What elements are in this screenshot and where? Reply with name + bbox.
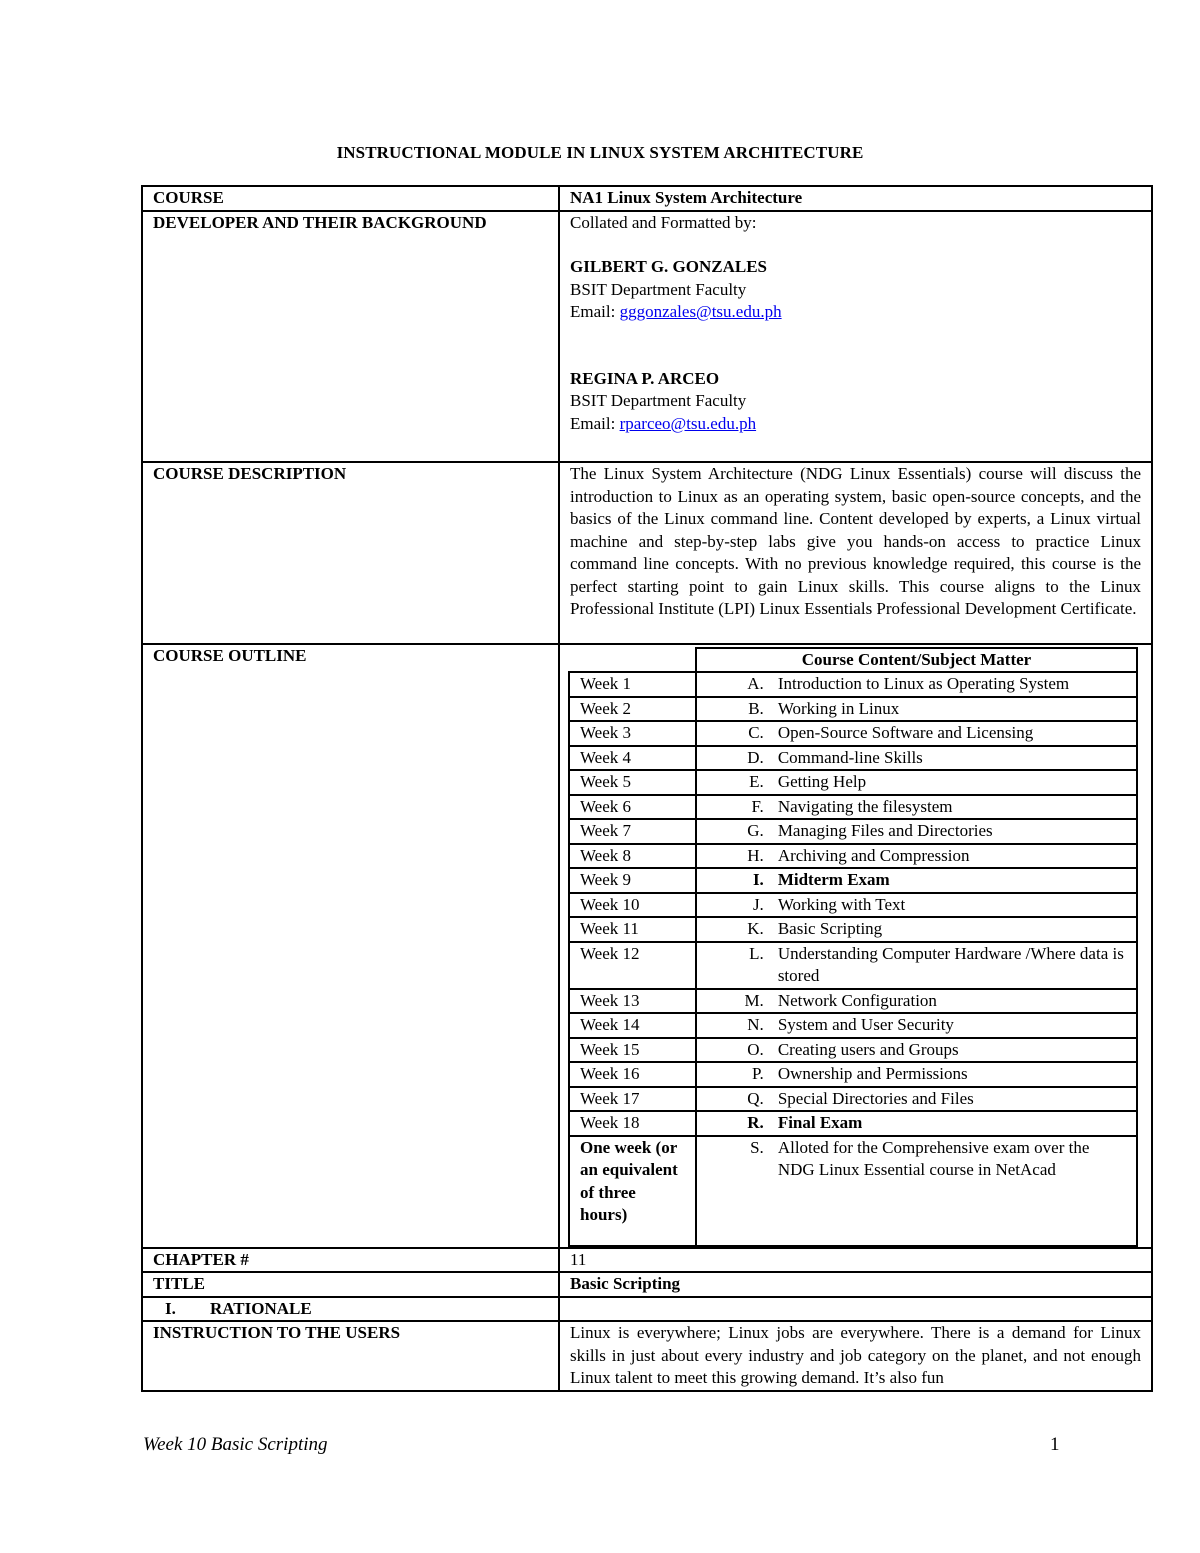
module-table <box>141 185 1153 1392</box>
week-label: Week 2 <box>569 697 696 722</box>
week-label: Week 14 <box>569 1013 696 1038</box>
week-label: Week 17 <box>569 1087 696 1112</box>
week-letter: A. <box>747 674 764 693</box>
title-value: Basic Scripting <box>559 1272 1152 1297</box>
week-content <box>696 795 1137 820</box>
instruction-label: INSTRUCTION TO THE USERS <box>142 1321 559 1391</box>
week-topic: Open-Source Software and Licensing <box>777 723 1034 742</box>
course-row <box>142 186 1152 211</box>
description-label: COURSE DESCRIPTION <box>142 462 559 644</box>
week-content <box>696 868 1137 893</box>
week-content <box>696 1038 1137 1063</box>
week-label: Week 6 <box>569 795 696 820</box>
week-topic: Navigating the filesystem <box>777 796 953 816</box>
email-label: Email: <box>570 302 620 321</box>
week-letter: C. <box>748 723 764 742</box>
week-letter: H. <box>747 845 764 865</box>
rationale-label: RATIONALE <box>210 1298 312 1318</box>
footer-title: Week 10 Basic Scripting <box>143 1434 328 1455</box>
chapter-label: CHAPTER # <box>142 1248 559 1273</box>
week-letter: P. <box>751 1064 764 1083</box>
outline-week-row <box>569 770 1137 795</box>
week-content <box>696 1062 1137 1087</box>
title-row <box>142 1272 1152 1297</box>
outline-week-row <box>569 819 1137 844</box>
week-content <box>696 893 1137 918</box>
week-topic: Network Configuration <box>777 990 937 1010</box>
week-topic: Final Exam <box>777 1113 863 1132</box>
week-letter: L. <box>749 943 764 963</box>
week-content <box>696 746 1137 771</box>
week-topic: Getting Help <box>777 772 867 791</box>
week-content <box>696 1013 1137 1038</box>
outline-row <box>142 644 1152 1248</box>
week-label: Week 8 <box>569 844 696 869</box>
week-content <box>696 770 1137 795</box>
developer-name-2: REGINA P. ARCEO <box>570 368 720 388</box>
outline-week-row <box>569 917 1137 942</box>
developer-email-line-1 <box>570 301 1141 324</box>
rationale-number: I. <box>165 1298 176 1318</box>
week-label: Week 13 <box>569 989 696 1014</box>
week-topic: Working in Linux <box>777 698 900 718</box>
rationale-cell <box>142 1297 559 1322</box>
outline-week-row <box>569 1087 1137 1112</box>
week-content <box>696 1136 1137 1246</box>
outline-week-row <box>569 868 1137 893</box>
outline-week-row <box>569 746 1137 771</box>
outline-cell <box>559 644 1152 1248</box>
week-topic: Special Directories and Files <box>777 1088 974 1108</box>
chapter-value: 11 <box>559 1248 1152 1273</box>
week-letter: I. <box>752 870 764 889</box>
outline-week-row <box>569 672 1137 697</box>
week-letter: R. <box>747 1113 764 1132</box>
outline-label: COURSE OUTLINE <box>142 644 559 1248</box>
week-letter: E. <box>749 772 764 791</box>
course-value: NA1 Linux System Architecture <box>559 186 1152 211</box>
email-link-1[interactable]: gggonzales@tsu.edu.ph <box>619 302 782 321</box>
developer-role-1: BSIT Department Faculty <box>570 279 747 299</box>
email-link-2[interactable]: rparceo@tsu.edu.ph <box>619 413 757 433</box>
instruction-row <box>142 1321 1152 1391</box>
week-letter: O. <box>747 1039 764 1059</box>
page-number: 1 <box>1050 1434 1060 1455</box>
week-content <box>696 844 1137 869</box>
week-label: Week 18 <box>569 1111 696 1136</box>
week-letter: M. <box>744 990 764 1010</box>
week-label: Week 15 <box>569 1038 696 1063</box>
week-letter: D. <box>747 747 764 767</box>
week-topic: Introduction to Linux as Operating System <box>777 674 1070 693</box>
outline-header: Course Content/Subject Matter <box>696 648 1137 673</box>
week-topic: Basic Scripting <box>777 919 883 938</box>
week-letter: G. <box>747 821 764 840</box>
outline-week-row <box>569 1038 1137 1063</box>
developer-cell <box>559 211 1152 463</box>
week-label: Week 5 <box>569 770 696 795</box>
week-topic: System and User Security <box>777 1015 954 1034</box>
week-topic: Managing Files and Directories <box>777 821 993 840</box>
week-letter: K. <box>747 919 764 938</box>
outline-table <box>568 647 1138 1247</box>
week-content <box>696 1087 1137 1112</box>
week-content <box>696 672 1137 697</box>
outline-week-row <box>569 844 1137 869</box>
outline-final-row <box>569 1136 1137 1246</box>
outline-week-row <box>569 1062 1137 1087</box>
week-topic: Creating users and Groups <box>777 1039 959 1059</box>
week-label: Week 16 <box>569 1062 696 1087</box>
title-label: TITLE <box>142 1272 559 1297</box>
week-content <box>696 721 1137 746</box>
week-topic: Understanding Computer Hardware /Where data is stored <box>777 943 1124 985</box>
week-content <box>696 989 1137 1014</box>
developer-role-2: BSIT Department Faculty <box>570 391 747 410</box>
week-label: Week 9 <box>569 868 696 893</box>
instruction-text: Linux is everywhere; Linux jobs are everywhere. There is a demand for Linux skills in just about every industry and job category on the planet, and not enough Linux talent to meet this growing demand. It’s also fun <box>559 1321 1152 1391</box>
week-label: Week 1 <box>569 672 696 697</box>
description-text: The Linux System Architecture (NDG Linux Essentials) course will discuss the introduction to Linux as an operating system, basic open-source concepts, and the basics of the Linux command line. Content developed by experts, a Linux virtual machine and step-by-step labs give you hands-on access to practice Linux command line concepts. With no previous knowledge required, this course is the perfect starting point to gain Linux skills. This course aligns to the Linux Professional Institute (LPI) Linux Essentials Professional Development Certificate. <box>559 462 1152 644</box>
outline-header-row <box>569 648 1137 673</box>
developer-email-line-2 <box>570 413 1141 436</box>
week-label: Week 3 <box>569 721 696 746</box>
week-topic: Command-line Skills <box>777 747 923 767</box>
week-label: Week 11 <box>569 917 696 942</box>
week-label: Week 7 <box>569 819 696 844</box>
outline-week-row <box>569 942 1137 989</box>
week-content <box>696 1111 1137 1136</box>
week-topic: Archiving and Compression <box>777 845 970 865</box>
week-topic: Working with Text <box>777 894 906 914</box>
rationale-row <box>142 1297 1152 1322</box>
week-letter: N. <box>747 1015 764 1034</box>
week-label: Week 12 <box>569 942 696 989</box>
week-label: One week (or an equivalent of three hours) <box>569 1136 696 1246</box>
week-content <box>696 819 1137 844</box>
description-row <box>142 462 1152 644</box>
developer-name-1: GILBERT G. GONZALES <box>570 257 768 276</box>
developer-row <box>142 211 1152 463</box>
week-label: Week 4 <box>569 746 696 771</box>
chapter-row <box>142 1248 1152 1273</box>
outline-week-row <box>569 795 1137 820</box>
week-letter: B. <box>748 698 764 718</box>
week-topic: Alloted for the Comprehensive exam over the NDG Linux Essential course in NetAcad <box>777 1137 1090 1179</box>
week-topic: Midterm Exam <box>777 870 890 889</box>
developer-intro: Collated and Formatted by: <box>570 212 757 232</box>
week-label: Week 10 <box>569 893 696 918</box>
email-label: Email: <box>570 413 620 433</box>
course-label: COURSE <box>142 186 559 211</box>
week-letter: Q. <box>747 1088 764 1108</box>
outline-week-row <box>569 721 1137 746</box>
outline-week-row <box>569 697 1137 722</box>
outline-week-row <box>569 1013 1137 1038</box>
document-title: INSTRUCTIONAL MODULE IN LINUX SYSTEM ARCHITECTURE <box>336 143 864 162</box>
week-topic: Ownership and Permissions <box>777 1064 968 1083</box>
developer-label: DEVELOPER AND THEIR BACKGROUND <box>142 211 559 463</box>
week-letter: F. <box>751 796 764 816</box>
outline-week-row <box>569 989 1137 1014</box>
outline-week-row <box>569 893 1137 918</box>
week-letter: J. <box>752 894 764 914</box>
week-content <box>696 917 1137 942</box>
week-content <box>696 942 1137 989</box>
week-content <box>696 697 1137 722</box>
week-letter: S. <box>750 1137 764 1157</box>
outline-week-row <box>569 1111 1137 1136</box>
